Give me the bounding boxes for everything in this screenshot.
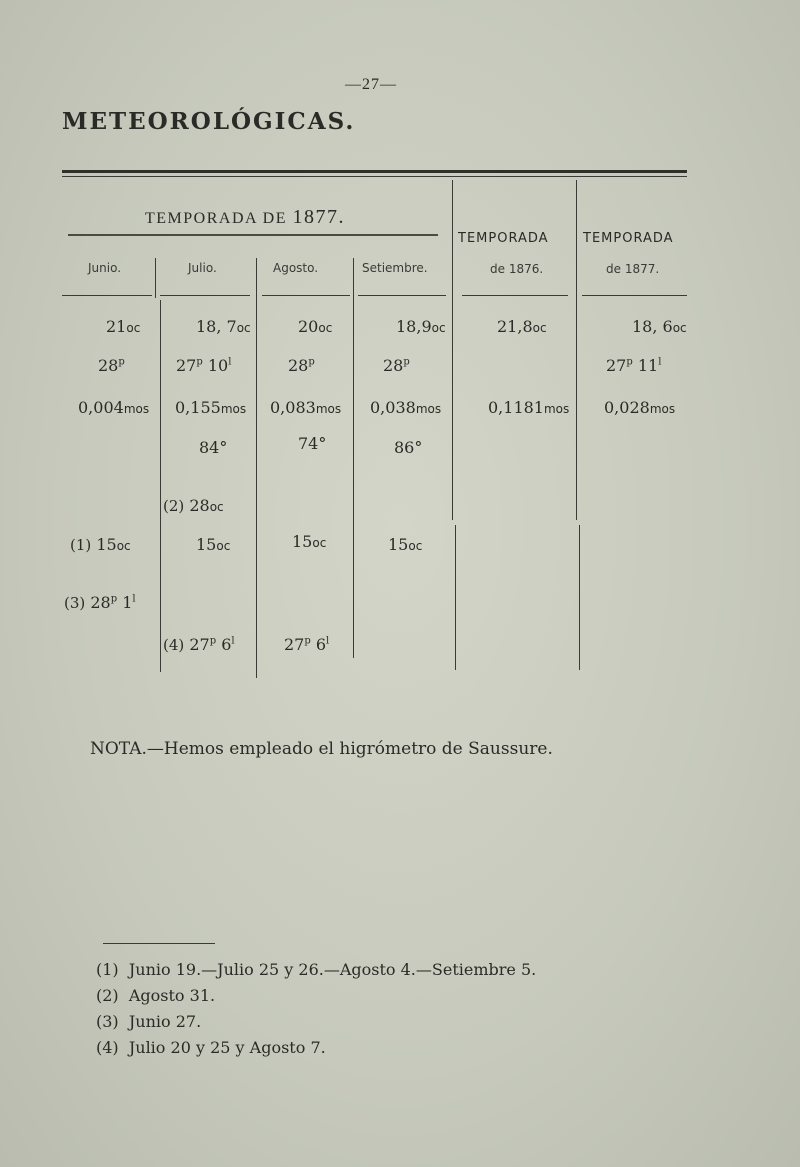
- col-divider-1a: [155, 258, 156, 298]
- footnote-1: (1) Junio 19.—Julio 25 y 26.—Agosto 4.—Setiembre 5.: [96, 960, 537, 979]
- cell-vapor-1876: 0,1181mos: [488, 398, 570, 417]
- col-header-junio: Junio.: [88, 261, 122, 275]
- group-header-label: TEMPORADA DE: [145, 210, 288, 227]
- header-underline-setiembre: [358, 295, 446, 296]
- cell-press-agosto: 28$^p$: [288, 356, 315, 375]
- cell-minpress-julio: (4) 27$^p$ 6$^l$: [163, 635, 235, 654]
- footnote-2: (2) Agosto 31.: [96, 986, 216, 1005]
- group-header-brace: [68, 234, 438, 236]
- note-text: NOTA.—Hemos empleado el higrómetro de Saussure.: [90, 739, 553, 759]
- col-header-1877-line2: de 1877.: [606, 262, 660, 276]
- cell-minpress-agosto: 27$^p$ 6$^l$: [284, 635, 330, 654]
- cell-temp-agosto: 20oc: [298, 317, 333, 336]
- col-divider-5: [576, 180, 577, 520]
- cell-mintemp-julio: 15oc: [196, 535, 231, 554]
- cell-vapor-1877: 0,028mos: [604, 398, 676, 417]
- header-underline-1876: [462, 295, 568, 296]
- cell-temp-junio: 21oc: [106, 317, 141, 336]
- cell-press-julio: 27$^p$ 10$^l$: [176, 356, 232, 375]
- col-divider-2: [256, 258, 257, 678]
- cell-press-junio: 28$^p$: [98, 356, 125, 375]
- group-header-year: 1877.: [292, 206, 346, 228]
- cell-mintemp-setiembre: 15oc: [388, 535, 423, 554]
- footnote-4: (4) Julio 20 y 25 y Agosto 7.: [96, 1038, 326, 1057]
- cell-hygro-setiembre: 86°: [394, 438, 423, 457]
- cell-maxtemp-julio: (2) 28oc: [163, 496, 224, 515]
- col-divider-3: [353, 258, 354, 658]
- header-underline-agosto: [262, 295, 350, 296]
- header-underline-julio: [160, 295, 250, 296]
- header-underline-junio: [62, 295, 152, 296]
- cell-mintemp-junio: (1) 15oc: [70, 535, 131, 554]
- col-divider-4: [452, 180, 453, 520]
- table-top-rule-thin: [62, 176, 687, 177]
- col-header-1876-line1: TEMPORADA: [458, 231, 549, 246]
- col-header-julio: Julio.: [188, 261, 217, 275]
- cell-vapor-julio: 0,155mos: [175, 398, 247, 417]
- header-underline-1877: [582, 295, 687, 296]
- col-header-agosto: Agosto.: [273, 261, 319, 275]
- col-header-1876-line2: de 1876.: [490, 262, 544, 276]
- cell-temp-1877: 18, 6oc: [632, 317, 687, 336]
- group-header-1877: [145, 206, 345, 229]
- footnote-rule: [103, 943, 215, 944]
- cell-press-setiembre: 28$^p$: [383, 356, 410, 375]
- page-heading: METEOROLÓGICAS.: [62, 108, 356, 135]
- cell-temp-1876: 21,8oc: [497, 317, 547, 336]
- cell-press-1877: 27$^p$ 11$^l$: [606, 356, 662, 375]
- cell-hygro-julio: 84°: [199, 438, 228, 457]
- cell-mintemp-agosto: 15oc: [292, 532, 327, 551]
- col-header-1877-line1: TEMPORADA: [583, 231, 674, 246]
- cell-temp-julio: 18, 7oc: [196, 317, 251, 336]
- col-divider-5b: [579, 525, 580, 670]
- cell-hygro-agosto: 74°: [298, 434, 327, 453]
- cell-maxpress-junio: (3) 28$^p$ 1$^l$: [64, 593, 136, 612]
- page-number: —27—: [345, 76, 397, 93]
- cell-vapor-setiembre: 0,038mos: [370, 398, 442, 417]
- cell-temp-setiembre: 18,9oc: [396, 317, 446, 336]
- cell-vapor-agosto: 0,083mos: [270, 398, 342, 417]
- footnote-3: (3) Junio 27.: [96, 1012, 202, 1031]
- col-divider-1: [160, 300, 161, 672]
- table-top-rule: [62, 170, 687, 173]
- cell-vapor-junio: 0,004mos: [78, 398, 150, 417]
- col-divider-4b: [455, 525, 456, 670]
- col-header-setiembre: Setiembre.: [362, 261, 428, 275]
